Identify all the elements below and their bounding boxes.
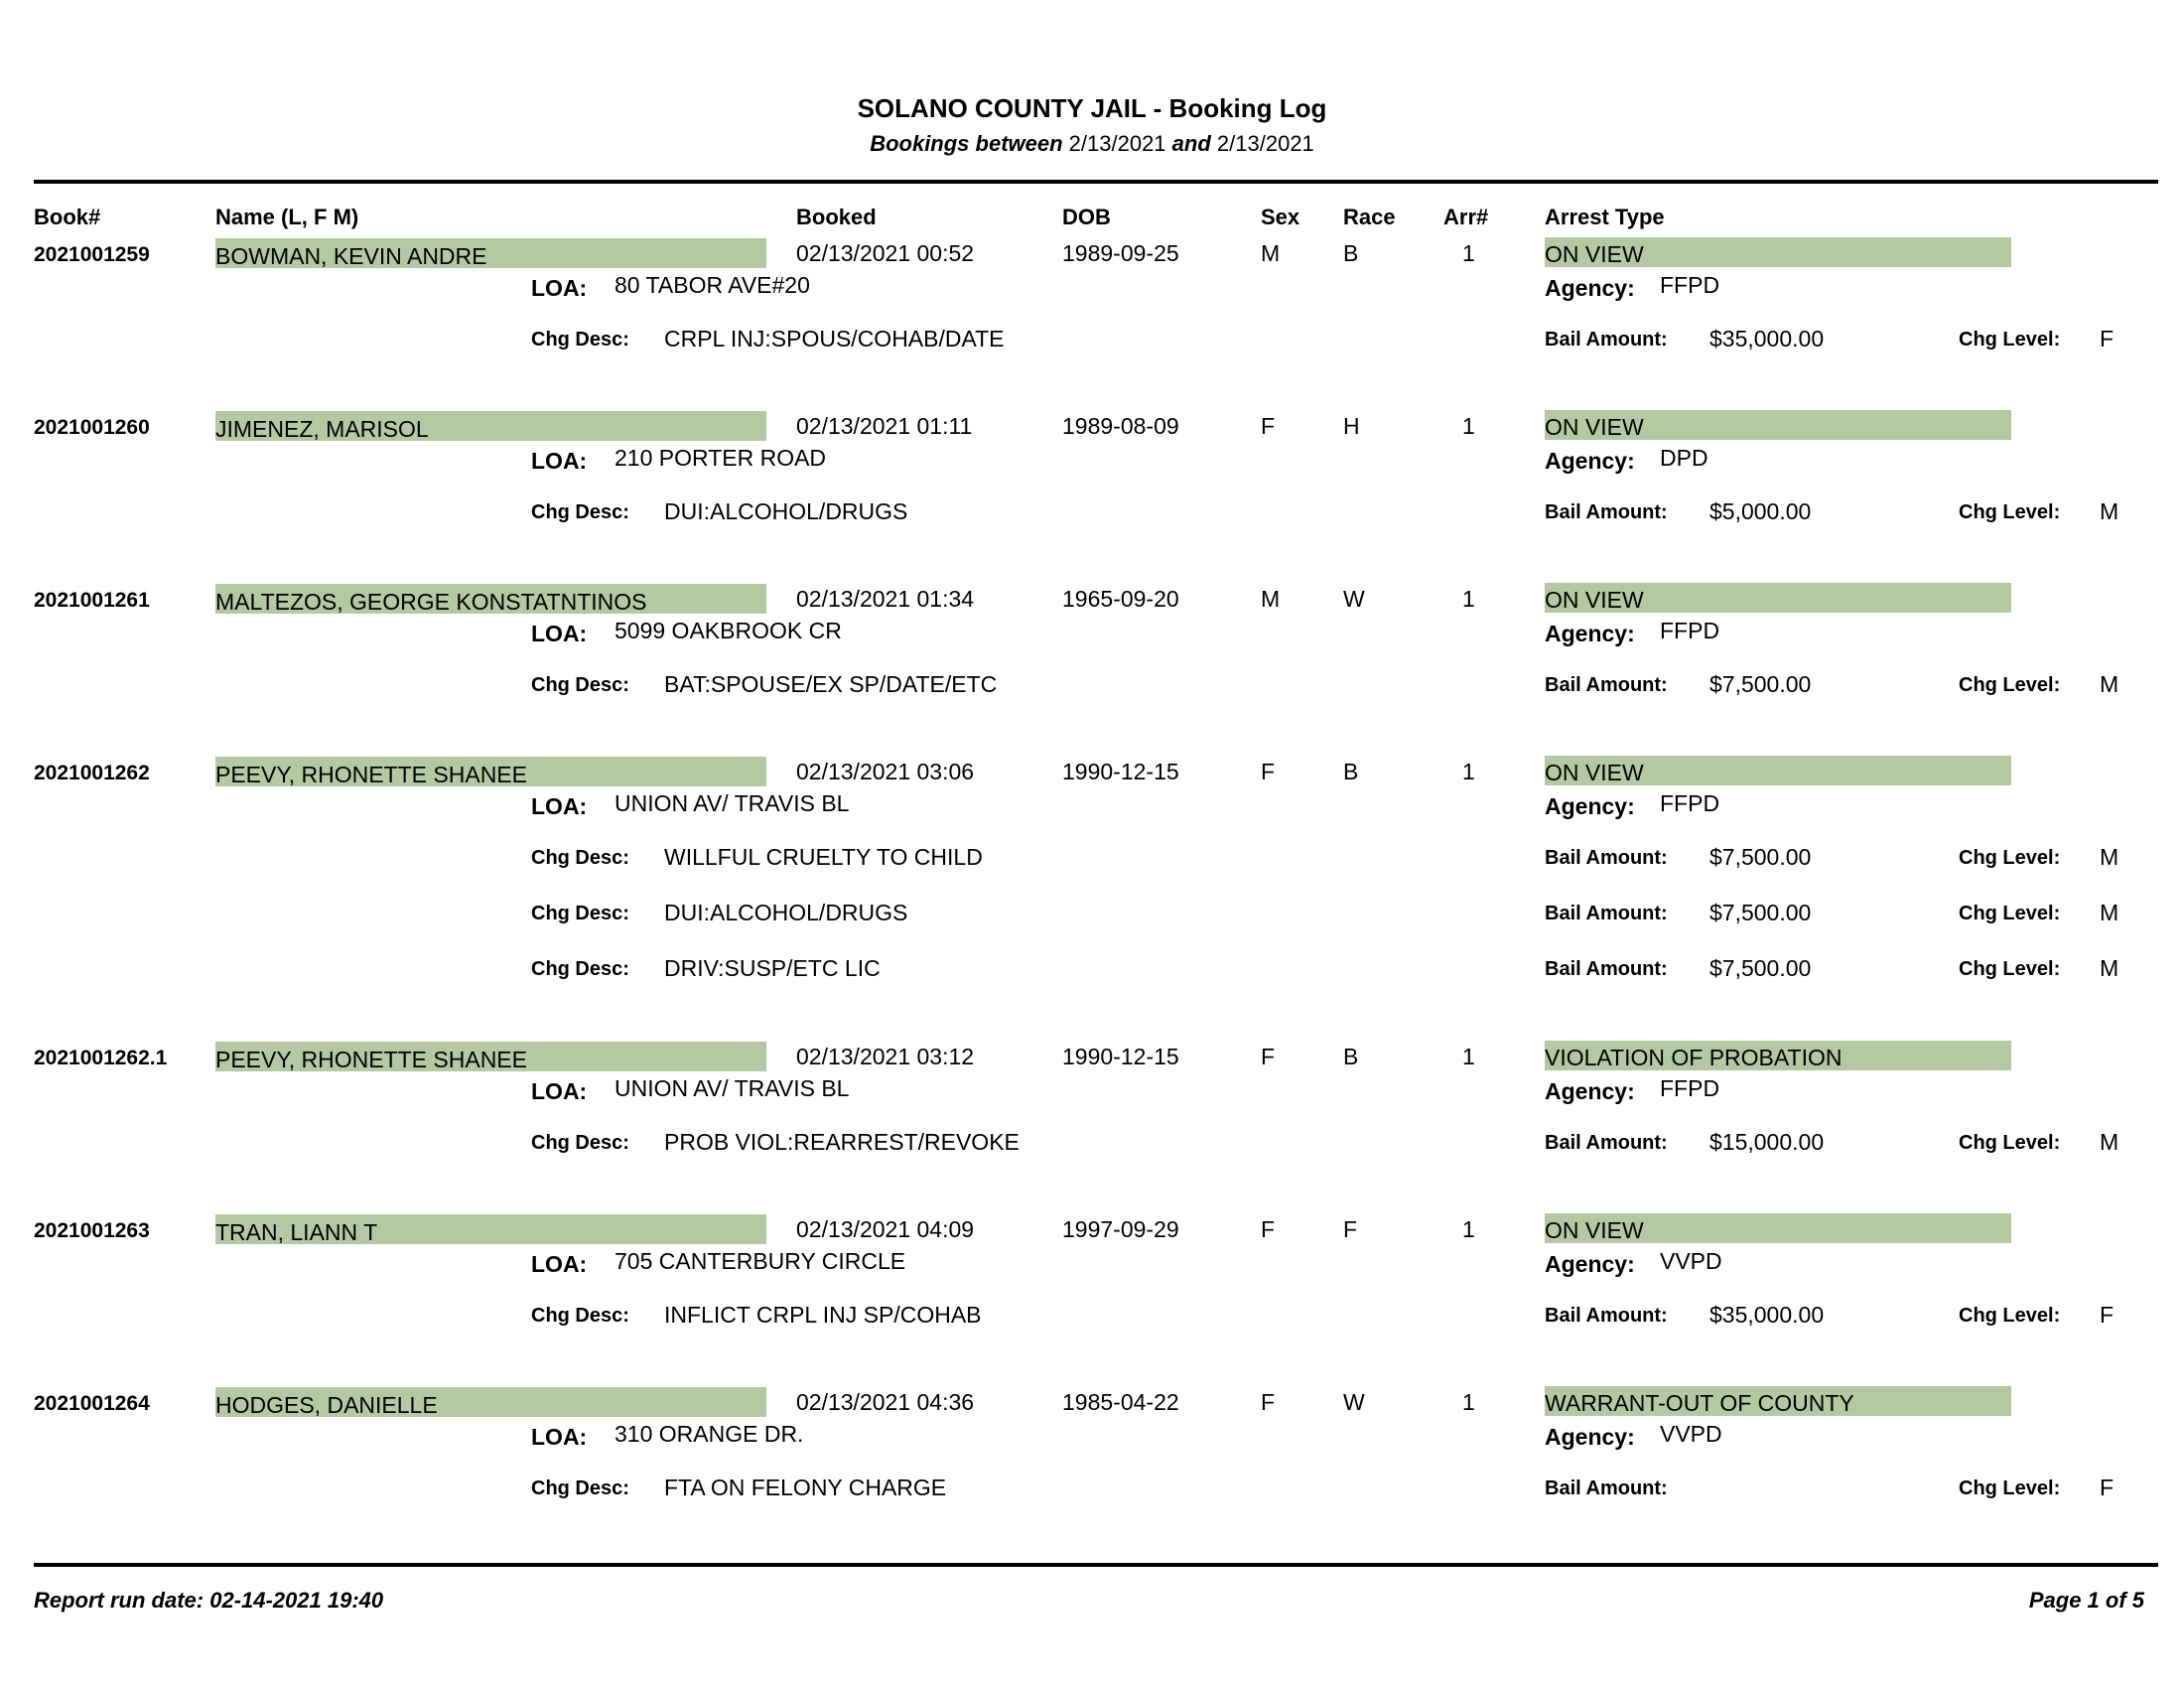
dob: 1985-04-22 <box>1062 1389 1179 1415</box>
bail-amount-value: $7,500.00 <box>1709 844 1812 870</box>
bail-amount-value: $35,000.00 <box>1709 1302 1825 1328</box>
name-highlight <box>215 757 766 786</box>
bail-amount-value: $35,000.00 <box>1709 326 1825 352</box>
chg-level-label: Chg Level: <box>1959 674 2061 696</box>
bottom-rule <box>34 1563 2158 1567</box>
dob: 1989-09-25 <box>1062 240 1179 266</box>
chg-desc-value: WILLFUL CRUELTY TO CHILD <box>664 844 983 870</box>
date-to: 2/13/2021 <box>1216 131 1314 156</box>
bail-amount-label: Bail Amount: <box>1545 1477 1668 1499</box>
loa-value: 210 PORTER ROAD <box>614 445 827 471</box>
chg-desc-label: Chg Desc: <box>531 674 629 696</box>
col-booked: Booked <box>796 205 877 229</box>
chg-level-label: Chg Level: <box>1959 903 2061 924</box>
arrest-type: ON VIEW <box>1545 760 1644 785</box>
arrest-type: ON VIEW <box>1545 241 1644 267</box>
agency-label: Agency: <box>1545 793 1635 819</box>
report-subtitle <box>0 131 2184 157</box>
arrest-type: ON VIEW <box>1545 1217 1644 1243</box>
arrest-number: 1 <box>1462 413 1475 439</box>
book-number: 2021001263 <box>34 1219 150 1242</box>
sex: F <box>1261 413 1276 439</box>
date-from: 2/13/2021 <box>1068 131 1166 156</box>
col-arrest-type: Arrest Type <box>1545 205 1665 229</box>
bail-amount-value: $15,000.00 <box>1709 1129 1825 1155</box>
name-highlight <box>215 1387 766 1417</box>
dob: 1990-12-15 <box>1062 759 1179 784</box>
chg-level-label: Chg Level: <box>1959 1132 2061 1154</box>
chg-level-label: Chg Level: <box>1959 958 2061 980</box>
arrest-type: VIOLATION OF PROBATION <box>1545 1045 1843 1070</box>
agency-value: FFPD <box>1660 272 1720 298</box>
col-race: Race <box>1343 205 1396 229</box>
bail-amount-value: $5,000.00 <box>1709 498 1812 524</box>
chg-desc-label: Chg Desc: <box>531 1305 629 1327</box>
bail-amount-label: Bail Amount: <box>1545 329 1668 351</box>
booked-datetime: 02/13/2021 04:36 <box>796 1389 975 1415</box>
sex: F <box>1261 1389 1276 1415</box>
arrest-number: 1 <box>1462 1389 1475 1415</box>
chg-level-value: M <box>2100 955 2119 981</box>
chg-level-value: M <box>2100 1129 2119 1155</box>
bail-amount-value: $7,500.00 <box>1709 955 1812 981</box>
chg-desc-value: PROB VIOL:REARREST/REVOKE <box>664 1129 1020 1155</box>
agency-label: Agency: <box>1545 275 1635 301</box>
bail-amount-label: Bail Amount: <box>1545 501 1668 523</box>
chg-desc-label: Chg Desc: <box>531 958 629 980</box>
agency-label: Agency: <box>1545 448 1635 474</box>
chg-level-label: Chg Level: <box>1959 329 2061 351</box>
book-number: 2021001261 <box>34 589 150 612</box>
inmate-name: PEEVY, RHONETTE SHANEE <box>215 762 527 787</box>
booked-datetime: 02/13/2021 01:11 <box>796 413 973 439</box>
inmate-name: MALTEZOS, GEORGE KONSTATNTINOS <box>215 589 647 615</box>
book-number: 2021001259 <box>34 243 150 266</box>
loa-label: LOA: <box>531 793 588 819</box>
book-number: 2021001260 <box>34 416 150 439</box>
subtitle-label-between: Bookings between <box>870 131 1063 156</box>
arrest-type-highlight <box>1545 1041 2011 1070</box>
report-run-date: Report run date: 02-14-2021 19:40 <box>34 1588 384 1613</box>
race: B <box>1343 1044 1359 1069</box>
race: B <box>1343 759 1359 784</box>
book-number: 2021001262 <box>34 762 150 784</box>
inmate-name: PEEVY, RHONETTE SHANEE <box>215 1047 527 1072</box>
race: F <box>1343 1216 1358 1242</box>
arrest-number: 1 <box>1462 1216 1475 1242</box>
chg-level-value: F <box>2100 326 2115 352</box>
name-highlight <box>215 1214 766 1244</box>
chg-desc-label: Chg Desc: <box>531 501 629 523</box>
chg-level-label: Chg Level: <box>1959 501 2061 523</box>
arrest-number: 1 <box>1462 759 1475 784</box>
chg-level-value: M <box>2100 671 2119 697</box>
chg-desc-value: BAT:SPOUSE/EX SP/DATE/ETC <box>664 671 998 697</box>
chg-desc-value: CRPL INJ:SPOUS/COHAB/DATE <box>664 326 1005 352</box>
arrest-type-highlight <box>1545 410 2011 440</box>
chg-desc-value: FTA ON FELONY CHARGE <box>664 1475 947 1500</box>
race: H <box>1343 413 1360 439</box>
chg-level-label: Chg Level: <box>1959 1305 2061 1327</box>
agency-value: DPD <box>1660 445 1708 471</box>
agency-value: FFPD <box>1660 618 1720 643</box>
agency-value: FFPD <box>1660 790 1720 816</box>
booked-datetime: 02/13/2021 03:06 <box>796 759 975 784</box>
bail-amount-label: Bail Amount: <box>1545 1132 1668 1154</box>
loa-label: LOA: <box>531 448 588 474</box>
inmate-name: TRAN, LIANN T <box>215 1219 378 1245</box>
book-number: 2021001262.1 <box>34 1047 168 1069</box>
arrest-type-highlight <box>1545 583 2011 613</box>
loa-value: 5099 OAKBROOK CR <box>614 618 842 643</box>
bail-amount-label: Bail Amount: <box>1545 958 1668 980</box>
chg-desc-label: Chg Desc: <box>531 1477 629 1499</box>
sex: M <box>1261 240 1281 266</box>
dob: 1989-08-09 <box>1062 413 1179 439</box>
col-name: Name (L, F M) <box>215 205 359 229</box>
chg-level-value: F <box>2100 1302 2115 1328</box>
top-rule <box>34 180 2158 184</box>
chg-level-value: F <box>2100 1475 2115 1500</box>
book-number: 2021001264 <box>34 1392 150 1415</box>
booked-datetime: 02/13/2021 01:34 <box>796 586 975 612</box>
race: W <box>1343 586 1365 612</box>
report-title: SOLANO COUNTY JAIL - Booking Log <box>857 93 1327 123</box>
col-dob: DOB <box>1062 205 1111 229</box>
booked-datetime: 02/13/2021 03:12 <box>796 1044 975 1069</box>
subtitle-label-and: and <box>1171 131 1211 156</box>
arrest-number: 1 <box>1462 1044 1475 1069</box>
booked-datetime: 02/13/2021 04:09 <box>796 1216 975 1242</box>
dob: 1997-09-29 <box>1062 1216 1179 1242</box>
chg-desc-label: Chg Desc: <box>531 329 629 351</box>
name-highlight <box>215 1042 766 1071</box>
chg-desc-value: INFLICT CRPL INJ SP/COHAB <box>664 1302 982 1328</box>
agency-value: FFPD <box>1660 1075 1720 1101</box>
sex: F <box>1261 759 1276 784</box>
inmate-name: HODGES, DANIELLE <box>215 1392 438 1418</box>
chg-level-label: Chg Level: <box>1959 847 2061 869</box>
chg-desc-label: Chg Desc: <box>531 903 629 924</box>
sex: F <box>1261 1044 1276 1069</box>
agency-label: Agency: <box>1545 1078 1635 1104</box>
chg-desc-value: DRIV:SUSP/ETC LIC <box>664 955 881 981</box>
chg-level-value: M <box>2100 498 2119 524</box>
loa-label: LOA: <box>531 1078 588 1104</box>
arrest-type-highlight <box>1545 1386 2011 1416</box>
inmate-name: BOWMAN, KEVIN ANDRE <box>215 243 487 269</box>
chg-level-label: Chg Level: <box>1959 1477 2061 1499</box>
bail-amount-label: Bail Amount: <box>1545 847 1668 869</box>
name-highlight <box>215 238 766 268</box>
agency-label: Agency: <box>1545 621 1635 646</box>
bail-amount-label: Bail Amount: <box>1545 1305 1668 1327</box>
inmate-name: JIMENEZ, MARISOL <box>215 416 429 442</box>
booked-datetime: 02/13/2021 00:52 <box>796 240 975 266</box>
loa-value: 310 ORANGE DR. <box>614 1421 804 1447</box>
bail-amount-value: $7,500.00 <box>1709 671 1812 697</box>
race: W <box>1343 1389 1365 1415</box>
loa-label: LOA: <box>531 275 588 301</box>
arrest-type-highlight <box>1545 1213 2011 1243</box>
arrest-number: 1 <box>1462 240 1475 266</box>
agency-value: VVPD <box>1660 1421 1722 1447</box>
arrest-type: WARRANT-OUT OF COUNTY <box>1545 1390 1854 1416</box>
bail-amount-label: Bail Amount: <box>1545 674 1668 696</box>
loa-label: LOA: <box>531 621 588 646</box>
sex: M <box>1261 586 1281 612</box>
loa-value: 705 CANTERBURY CIRCLE <box>614 1248 906 1274</box>
col-book: Book# <box>34 205 101 229</box>
dob: 1965-09-20 <box>1062 586 1179 612</box>
bail-amount-value: $7,500.00 <box>1709 900 1812 925</box>
race: B <box>1343 240 1359 266</box>
chg-desc-value: DUI:ALCOHOL/DRUGS <box>664 498 908 524</box>
arrest-type: ON VIEW <box>1545 587 1644 613</box>
loa-value: UNION AV/ TRAVIS BL <box>614 1075 850 1101</box>
sex: F <box>1261 1216 1276 1242</box>
loa-label: LOA: <box>531 1424 588 1450</box>
name-highlight <box>215 584 766 614</box>
agency-value: VVPD <box>1660 1248 1722 1274</box>
arrest-type-highlight <box>1545 756 2011 785</box>
col-arr: Arr# <box>1443 205 1489 229</box>
agency-label: Agency: <box>1545 1424 1635 1450</box>
loa-value: UNION AV/ TRAVIS BL <box>614 790 850 816</box>
agency-label: Agency: <box>1545 1251 1635 1277</box>
chg-desc-label: Chg Desc: <box>531 1132 629 1154</box>
arrest-type-highlight <box>1545 237 2011 267</box>
chg-level-value: M <box>2100 900 2119 925</box>
loa-label: LOA: <box>531 1251 588 1277</box>
dob: 1990-12-15 <box>1062 1044 1179 1069</box>
page-number: Page 1 of 5 <box>2028 1588 2144 1613</box>
loa-value: 80 TABOR AVE#20 <box>614 272 810 298</box>
chg-desc-label: Chg Desc: <box>531 847 629 869</box>
arrest-number: 1 <box>1462 586 1475 612</box>
col-sex: Sex <box>1261 205 1300 229</box>
chg-desc-value: DUI:ALCOHOL/DRUGS <box>664 900 908 925</box>
bail-amount-label: Bail Amount: <box>1545 903 1668 924</box>
chg-level-value: M <box>2100 844 2119 870</box>
name-highlight <box>215 411 766 441</box>
arrest-type: ON VIEW <box>1545 414 1644 440</box>
